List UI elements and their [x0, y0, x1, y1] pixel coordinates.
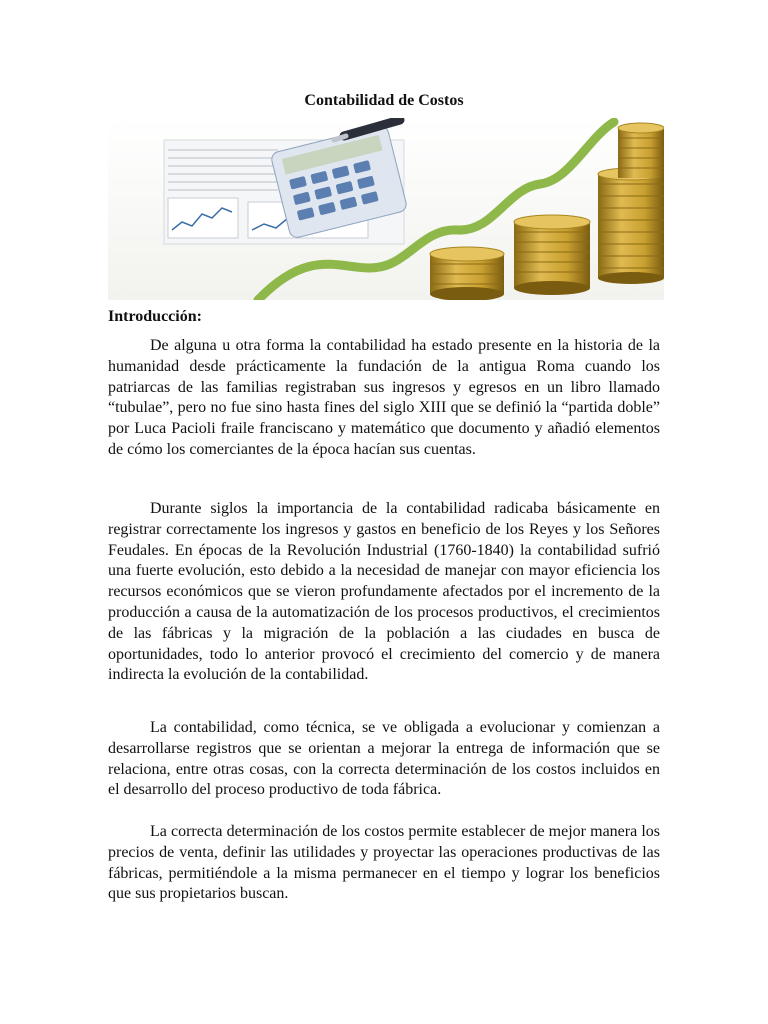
paragraph-3: La contabilidad, como técnica, se ve obligada a evolucionar y comienzan a desarrollarse registros que se orientan a mejorar la entrega de información que se relaciona, entre otras cosas, con la correcta determinación de los costos incluidos en el desarrollo del proceso productivo de toda fábrica. [108, 719, 660, 799]
paragraph-4: La correcta determinación de los costos permite establecer de mejor manera los precios de venta, definir las utilidades y proyectar las operaciones productivas de las fábricas, permitiéndole a la misma permanecer en el tiempo y lograr los beneficios que sus propietarios buscan. [108, 823, 660, 903]
section-heading: Introducción: [108, 308, 202, 325]
cost-accounting-banner [108, 118, 664, 300]
paragraph-1: De alguna u otra forma la contabilidad ha estado presente en la historia de la humanidad desde prácticamente la fundación de la antigua Roma cuando los patriarcas de las familias registraban sus ingresos y egresos en un libro llamado “tubulae”, pero no fue sino hasta fines del siglo XIII que se definió la “partida doble” por Luca Pacioli fraile franciscano y matemático que documento y añadió elementos de cómo los comerciantes de la época hacían sus cuentas. [108, 337, 660, 458]
paragraph-2: Durante siglos la importancia de la contabilidad radicaba básicamente en registrar correctamente los ingresos y gastos en beneficio de los Reyes y los Señores Feudales. En épocas de la Revolución Industrial (1760-1840) la contabilidad sufrió una fuerte evolución, esto debido a la necesidad de manejar con mayor eficiencia los recursos económicos que se vieron profundamente afectados por el incremento de la producción a causa de la automatización de los procesos productivos, el crecimientos de las fábricas y la migración de la población a las ciudades en busca de oportunidades, todo lo anterior provocó el crecimiento del comercio y de manera indirecta la evolución de la contabilidad. [108, 500, 660, 684]
document-title: Contabilidad de Costos [304, 92, 464, 109]
